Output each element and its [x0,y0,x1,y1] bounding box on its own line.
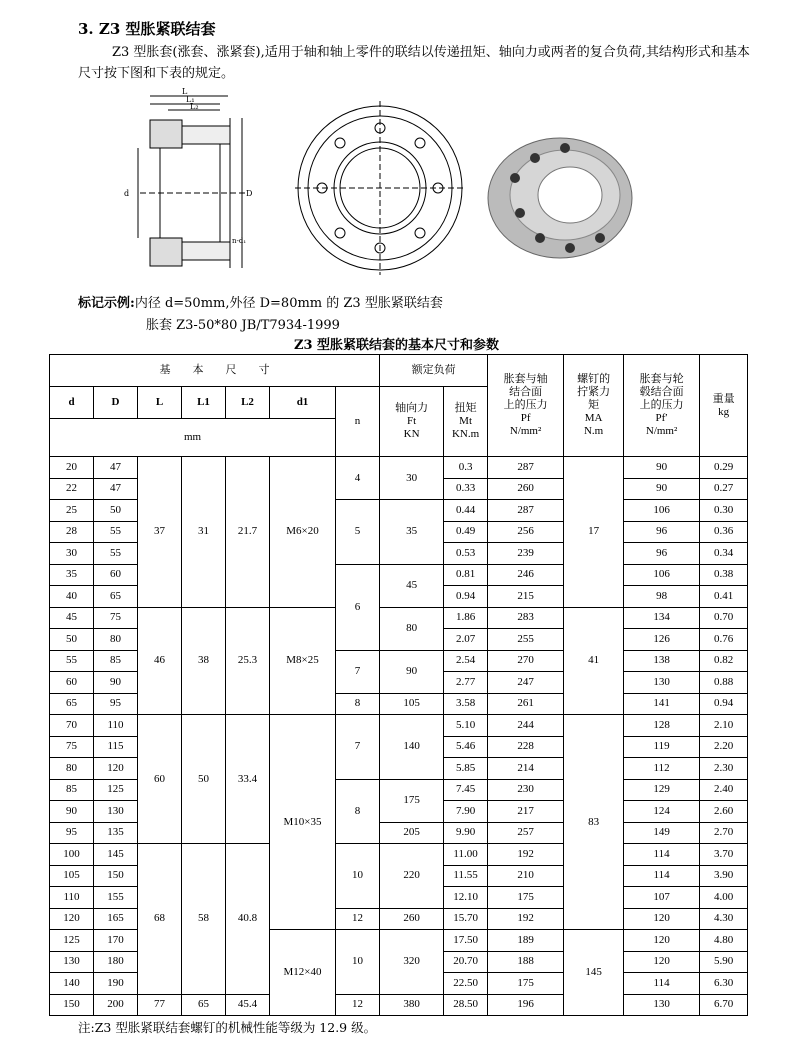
label-d1: n-d₁ [232,237,247,245]
cell-mt: 11.55 [444,865,488,887]
cell-mt: 5.46 [444,736,488,758]
front-view-drawing [290,93,470,283]
cell-mt: 0.44 [444,500,488,522]
cell-n: 12 [336,908,380,930]
cell-mt: 0.94 [444,586,488,608]
cell-pf2: 106 [624,564,700,586]
cell-d: 85 [50,779,94,801]
header-axial [380,387,444,457]
label-L: L [182,88,188,96]
ht-5: N.m [583,425,604,437]
cell-d: 55 [50,650,94,672]
cell-L2: 45.4 [226,994,270,1016]
cell-weight: 2.60 [700,801,748,823]
header-L2: L2 [226,387,270,419]
header-D: D [94,387,138,419]
cell-n: 5 [336,500,380,565]
cell-d: 150 [50,994,94,1016]
cell-ft: 35 [380,500,444,565]
cell-pf2: 98 [624,586,700,608]
label-d: d [124,189,130,198]
ha-2: Ft [407,415,417,427]
cell-pf2: 138 [624,650,700,672]
cell-ft: 260 [380,908,444,930]
cell-L: 37 [138,457,182,608]
cell-mt: 17.50 [444,930,488,952]
hph-1: 胀套与轮 [639,373,684,385]
cell-weight: 6.30 [700,973,748,995]
cell-L1: 38 [182,607,226,715]
cell-pf: 228 [488,736,564,758]
cell-weight: 2.30 [700,758,748,780]
label-D: D [246,189,253,198]
table-row [50,844,748,866]
cell-d: 110 [50,887,94,909]
header-basic-dims: 基 本 尺 寸 [50,355,380,387]
cell-d1: M12×40 [270,930,336,1016]
cell-mt: 22.50 [444,973,488,995]
cell-pf2: 130 [624,994,700,1016]
cell-weight: 3.70 [700,844,748,866]
hph-3: 上的压力 [639,399,684,411]
cell-D: 150 [94,865,138,887]
header-L: L [138,387,182,419]
cell-pf: 230 [488,779,564,801]
ht-2: 拧紧力 [577,386,611,398]
table-title: Z3 型胀紧联结套的基本尺寸和参数 [293,338,500,353]
cell-pf2: 114 [624,973,700,995]
cell-d: 22 [50,478,94,500]
cell-pf2: 128 [624,715,700,737]
cell-pf: 217 [488,801,564,823]
cell-pf2: 96 [624,521,700,543]
hph-2: 毂结合面 [639,386,684,398]
cell-mt: 20.70 [444,951,488,973]
cell-pf: 261 [488,693,564,715]
cell-mt: 0.33 [444,478,488,500]
cell-pf: 287 [488,500,564,522]
hm-3: KN.m [451,428,480,440]
cell-pf: 244 [488,715,564,737]
cell-d1: M10×35 [270,715,336,930]
cell-D: 55 [94,543,138,565]
cell-mt: 11.00 [444,844,488,866]
cell-pf2: 124 [624,801,700,823]
cell-mt: 0.49 [444,521,488,543]
cell-D: 50 [94,500,138,522]
header-mm: mm [50,419,336,457]
cell-mt: 9.90 [444,822,488,844]
hw-2: kg [718,405,730,418]
cell-L: 77 [138,994,182,1016]
cell-L1: 50 [182,715,226,844]
cell-pf: 214 [488,758,564,780]
cell-pf: 192 [488,844,564,866]
cell-weight: 2.40 [700,779,748,801]
cell-L: 68 [138,844,182,995]
cell-D: 135 [94,822,138,844]
intro-paragraph: Z3 型胀套(涨套、涨紧套),适用于轴和轴上零件的联结以传递扭矩、轴向力或两者的复合负荷,其结构形式和基本尺寸按下图和下表的规定。 [78,45,750,81]
cell-pf: 257 [488,822,564,844]
cell-L2: 21.7 [226,457,270,608]
cell-n: 6 [336,564,380,650]
cell-pf: 255 [488,629,564,651]
cell-d: 30 [50,543,94,565]
marking-label: 标记示例: [78,296,135,311]
cell-pf: 175 [488,887,564,909]
marking-text: 内径 d=50mm,外径 D=80mm 的 Z3 型胀紧联结套 [134,296,443,311]
label-L1: L₁ [186,95,195,104]
hm-2: Mt [459,415,473,427]
hps-5: N/mm² [509,425,542,437]
cell-mt: 15.70 [444,908,488,930]
cell-weight: 0.41 [700,586,748,608]
cell-pf: 196 [488,994,564,1016]
cell-pf: 287 [488,457,564,479]
cell-ft: 105 [380,693,444,715]
cell-D: 110 [94,715,138,737]
cell-d: 45 [50,607,94,629]
cell-d: 70 [50,715,94,737]
header-n: n [336,387,380,457]
cell-pf: 270 [488,650,564,672]
cell-weight: 0.82 [700,650,748,672]
cell-d: 120 [50,908,94,930]
figure-area [120,88,760,288]
header-rated-load: 额定负荷 [380,355,488,387]
cell-pf2: 106 [624,500,700,522]
cell-mt: 2.54 [444,650,488,672]
hw-1: 重量 [712,392,735,405]
cell-pf2: 134 [624,607,700,629]
hps-2: 结合面 [509,386,543,398]
cell-weight: 0.36 [700,521,748,543]
hps-3: 上的压力 [503,399,548,411]
cell-weight: 0.29 [700,457,748,479]
cell-D: 85 [94,650,138,672]
cell-D: 120 [94,758,138,780]
cell-n: 7 [336,715,380,780]
cell-pf: 215 [488,586,564,608]
cell-L2: 40.8 [226,844,270,995]
cell-mt: 12.10 [444,887,488,909]
cell-d: 100 [50,844,94,866]
cell-pf2: 114 [624,865,700,887]
cell-D: 60 [94,564,138,586]
cell-ft: 140 [380,715,444,780]
cell-weight: 4.30 [700,908,748,930]
cell-mt: 5.10 [444,715,488,737]
cell-d: 60 [50,672,94,694]
hm-1: 扭矩 [454,402,477,414]
ht-4: MA [584,412,603,424]
cell-ft: 90 [380,650,444,693]
cell-L1: 65 [182,994,226,1016]
cell-L1: 31 [182,457,226,608]
section-title: 3. Z3 型胀紧联结套 [78,20,216,38]
cell-pf: 192 [488,908,564,930]
cell-d: 130 [50,951,94,973]
cell-pf2: 126 [624,629,700,651]
cell-ma: 17 [564,457,624,608]
cell-d: 140 [50,973,94,995]
cell-pf2: 130 [624,672,700,694]
cell-D: 95 [94,693,138,715]
cell-pf: 246 [488,564,564,586]
header-pressure-shaft [488,355,564,457]
cell-D: 47 [94,457,138,479]
cell-n: 10 [336,930,380,995]
cell-D: 65 [94,586,138,608]
cell-d: 65 [50,693,94,715]
cell-weight: 0.76 [700,629,748,651]
cell-mt: 28.50 [444,994,488,1016]
cell-ft: 175 [380,779,444,822]
table-row [50,607,748,629]
cell-pf: 188 [488,951,564,973]
cell-weight: 0.94 [700,693,748,715]
cell-pf: 260 [488,478,564,500]
header-weight [700,355,748,457]
cell-pf: 256 [488,521,564,543]
cell-pf: 210 [488,865,564,887]
cell-ma: 83 [564,715,624,930]
cell-L: 46 [138,607,182,715]
cell-D: 125 [94,779,138,801]
cell-weight: 4.80 [700,930,748,952]
cell-d: 28 [50,521,94,543]
cell-ft: 45 [380,564,444,607]
cell-n: 7 [336,650,380,693]
hph-4: Pf′ [655,412,668,424]
cell-n: 8 [336,779,380,844]
cell-d: 20 [50,457,94,479]
cell-pf: 283 [488,607,564,629]
cell-n: 4 [336,457,380,500]
cell-mt: 2.77 [444,672,488,694]
cell-d: 125 [50,930,94,952]
cell-ft: 380 [380,994,444,1016]
cell-d: 90 [50,801,94,823]
header-d1: d1 [270,387,336,419]
cell-D: 180 [94,951,138,973]
cell-pf2: 119 [624,736,700,758]
cell-d: 75 [50,736,94,758]
cell-weight: 6.70 [700,994,748,1016]
section-drawing [120,88,270,288]
cell-weight: 2.20 [700,736,748,758]
cell-pf2: 149 [624,822,700,844]
cell-ft: 220 [380,844,444,909]
cell-D: 47 [94,478,138,500]
hps-1: 胀套与轴 [503,373,548,385]
cell-L: 60 [138,715,182,844]
cell-weight: 3.90 [700,865,748,887]
cell-D: 170 [94,930,138,952]
cell-mt: 5.85 [444,758,488,780]
cell-weight: 0.27 [700,478,748,500]
header-d: d [50,387,94,419]
cell-n: 10 [336,844,380,909]
cell-L2: 33.4 [226,715,270,844]
ha-1: 轴向力 [395,402,429,414]
hph-5: N/mm² [645,425,678,437]
cell-weight: 0.70 [700,607,748,629]
cell-mt: 0.3 [444,457,488,479]
cell-d: 105 [50,865,94,887]
table-row [50,457,748,479]
cell-pf2: 112 [624,758,700,780]
cell-D: 115 [94,736,138,758]
cell-pf: 247 [488,672,564,694]
cell-pf2: 120 [624,908,700,930]
cell-d: 25 [50,500,94,522]
cell-ft: 320 [380,930,444,995]
cell-D: 130 [94,801,138,823]
cell-weight: 4.00 [700,887,748,909]
cell-ft: 80 [380,607,444,650]
marking-example [78,292,443,311]
cell-D: 165 [94,908,138,930]
table-row [50,715,748,737]
cell-D: 80 [94,629,138,651]
cell-pf: 189 [488,930,564,952]
label-L2: L₂ [190,102,199,111]
table-row [50,994,748,1016]
cell-pf2: 120 [624,930,700,952]
cell-pf: 175 [488,973,564,995]
cell-d: 95 [50,822,94,844]
cell-ft: 30 [380,457,444,500]
cell-pf2: 90 [624,457,700,479]
cell-D: 75 [94,607,138,629]
cell-mt: 0.81 [444,564,488,586]
cell-d: 50 [50,629,94,651]
cell-weight: 2.70 [700,822,748,844]
cell-weight: 0.38 [700,564,748,586]
cell-pf2: 114 [624,844,700,866]
cell-d1: M8×25 [270,607,336,715]
ht-1: 螺钉的 [577,373,611,385]
cell-pf2: 107 [624,887,700,909]
cell-D: 145 [94,844,138,866]
header-torque-mt [444,387,488,457]
cell-D: 190 [94,973,138,995]
product-photo [485,123,635,273]
marking-code: 胀套 Z3-50*80 JB/T7934-1999 [146,318,340,333]
footnote: 注:Z3 型胀紧联结套螺钉的机械性能等级为 12.9 级。 [78,1020,377,1035]
cell-ma: 145 [564,930,624,1016]
cell-pf2: 120 [624,951,700,973]
cell-D: 155 [94,887,138,909]
ha-3: KN [403,428,420,440]
cell-ma: 41 [564,607,624,715]
cell-weight: 2.10 [700,715,748,737]
cell-weight: 0.88 [700,672,748,694]
parameter-table [49,354,748,1016]
cell-mt: 1.86 [444,607,488,629]
cell-L1: 58 [182,844,226,995]
cell-D: 55 [94,521,138,543]
cell-ft: 205 [380,822,444,844]
header-L1: L1 [182,387,226,419]
cell-D: 200 [94,994,138,1016]
cell-pf2: 90 [624,478,700,500]
cell-d1: M6×20 [270,457,336,608]
cell-D: 90 [94,672,138,694]
cell-mt: 3.58 [444,693,488,715]
cell-d: 40 [50,586,94,608]
cell-L2: 25.3 [226,607,270,715]
ht-3: 矩 [588,399,600,411]
cell-pf: 239 [488,543,564,565]
cell-mt: 2.07 [444,629,488,651]
cell-n: 8 [336,693,380,715]
cell-d: 80 [50,758,94,780]
cell-mt: 7.45 [444,779,488,801]
cell-n: 12 [336,994,380,1016]
cell-mt: 7.90 [444,801,488,823]
header-pressure-hub [624,355,700,457]
cell-weight: 0.34 [700,543,748,565]
cell-pf2: 96 [624,543,700,565]
hps-4: Pf [520,412,531,424]
cell-d: 35 [50,564,94,586]
cell-weight: 0.30 [700,500,748,522]
header-torque [564,355,624,457]
cell-pf2: 129 [624,779,700,801]
cell-weight: 5.90 [700,951,748,973]
cell-mt: 0.53 [444,543,488,565]
cell-pf2: 141 [624,693,700,715]
